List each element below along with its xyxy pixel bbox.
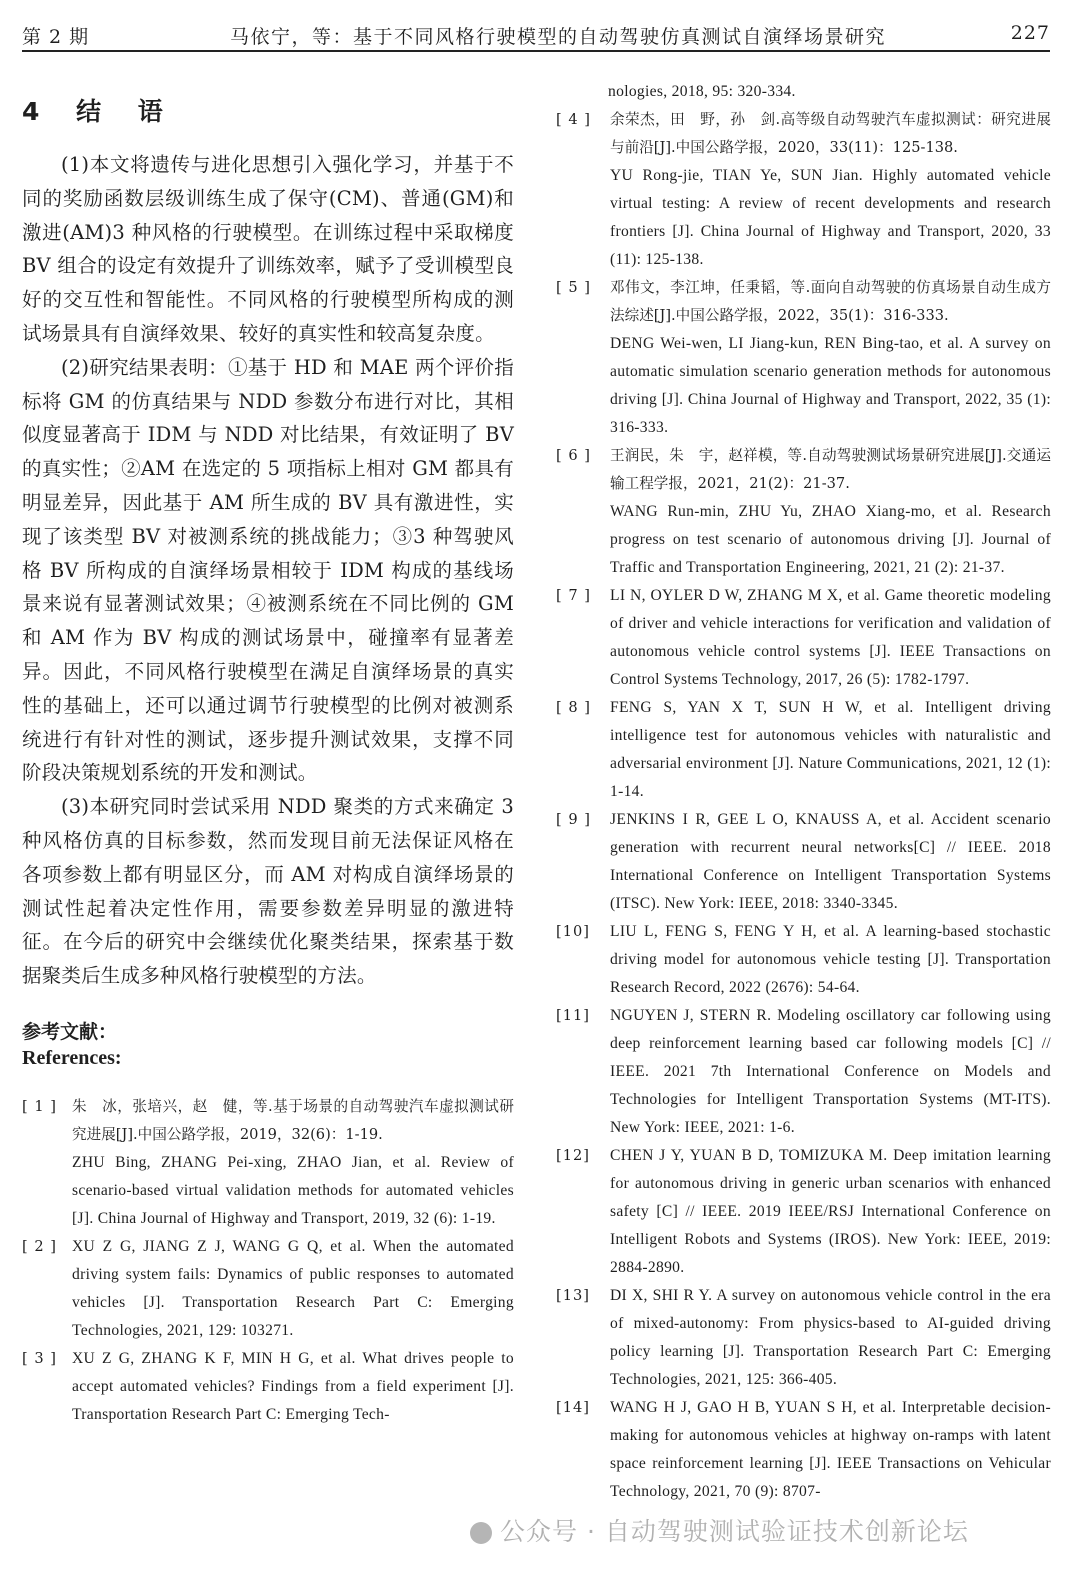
reference-text: XU Z G, ZHANG K F, MIN H G, et al. What drives people to accept automated vehicles? Findings from a field experiment [J]. Transportation Research Part C: Emerging Tech-	[72, 1349, 514, 1423]
reference-item	[556, 1002, 1051, 1142]
conclusion-paragraph-3: (3)本研究同时尝试采用 NDD 聚类的方式来确定 3 种风格仿真的目标参数，然而发现目前无法保证风格在各项参数上都有明显区分，而 AM 对构成自演绎场景的测试性起着决定性作用，需要参数差异明显的激进特征。在今后的研究中会继续优化聚类结果，探索基于数据聚类后生成多种风格行驶模型的方法。	[22, 795, 514, 988]
reference-text: 余荣杰，田 野，孙 剑.高等级自动驾驶汽车虚拟测试：研究进展与前沿[J].中国公路学报，2020，33(11)：125-138.	[610, 111, 1051, 156]
reference-number: [ 3 ]	[22, 1349, 57, 1367]
reference-item	[22, 1345, 514, 1429]
reference-number: [11]	[556, 1007, 590, 1024]
reference-number: [ 4 ]	[556, 111, 591, 128]
conclusion-paragraph-1: (1)本文将遗传与进化思想引入强化学习，并基于不同的奖励函数层级训练生成了保守(CM)、普通(GM)和激进(AM)3 种风格的行驶模型。在训练过程中采取梯度 BV 组合的设定有效提升了训练效率，赋予了受训模型良好的交互性和智能性。不同风格的行驶模型所构成的测试场景具有自演绎效果、较好的真实性和较高复杂度。	[22, 153, 514, 345]
reference-text: LI N, OYLER D W, ZHANG M X, et al. Game theoretic modeling of driver and vehicle interactions for verification and validation of autonomous vehicle control systems [J]. IEEE Transactions on Control Systems Technology, 2017, 26 (5): 1782-1797.	[610, 587, 1051, 688]
reference-item	[556, 274, 1051, 442]
watermark	[470, 1512, 1080, 1562]
watermark-text: 公众号 · 自动驾驶测试验证技术创新论坛	[500, 1517, 969, 1546]
reference-text: LIU L, FENG S, FENG Y H, et al. A learning-based stochastic driving model for autonomous vehicle testing [J]. Transportation Research Record, 2022 (2676): 54-64.	[610, 923, 1051, 996]
reference-item	[556, 694, 1051, 806]
reference-item	[556, 918, 1051, 1002]
reference-text: 王润民，朱 宇，赵祥模，等.自动驾驶测试场景研究进展[J].交通运输工程学报，2021，21(2)：21-37.	[610, 447, 1051, 492]
reference-text: WANG H J, GAO H B, YUAN S H, et al. Interpretable decision-making for autonomous vehicles at highway on-ramps with latent space reinforcement learning [J]. IEEE Transactions on Vehicular Technology, 2021, 70 (9): 8707-	[610, 1399, 1051, 1500]
reference-item	[556, 806, 1051, 918]
reference-item	[556, 1394, 1051, 1506]
page-header	[22, 18, 1050, 52]
reference-item	[556, 1142, 1051, 1282]
reference-text: 邓伟文，李江坤，任秉韬，等.面向自动驾驶的仿真场景自动生成方法综述[J].中国公路学报，2022，35(1)：316-333.	[610, 279, 1051, 324]
reference-text: DI X, SHI R Y. A survey on autonomous vehicle control in the era of mixed-autonomy: From physics-based to AI-guided driving policy learning [J]. Transportation Research Part C: Emerging Technologies, 2021, 125: 366-405.	[610, 1287, 1051, 1388]
references-heading-cn: 参考文献：	[22, 1020, 118, 1043]
reference-text: DENG Wei-wen, LI Jiang-kun, REN Bing-tao, et al. A survey on automatic simulation scenario generation methods for autonomous driving [J]. China Journal of Highway and Transport, 2022, 35 (1): 316-333.	[610, 335, 1051, 436]
reference-text: FENG S, YAN X T, SUN H W, et al. Intelligent driving intelligence test for autonomous vehicles with naturalistic and adversarial environment [J]. Nature Communications, 2021, 12 (1): 1-14.	[610, 699, 1051, 800]
reference-number: [ 2 ]	[22, 1237, 57, 1255]
wechat-icon	[470, 1522, 492, 1544]
page-number: 227	[1010, 22, 1050, 44]
left-column	[22, 92, 514, 1429]
reference-text: YU Rong-jie, TIAN Ye, SUN Jian. Highly automated vehicle virtual testing: A review of recent developments and research frontiers [J]. China Journal of Highway and Transport, 2020, 33 (11): 125-138.	[610, 167, 1051, 268]
reference-text: XU Z G, JIANG Z J, WANG G Q, et al. When the automated driving system fails: Dynamics of public responses to automated vehicles [J]. Transportation Research Part C: Emerging Technologies, 2021, 129: 103271.	[72, 1237, 514, 1339]
issue-label: 第 2 期	[22, 26, 90, 48]
reference-item	[556, 582, 1051, 694]
reference-item	[556, 442, 1051, 582]
references-heading-en: References:	[22, 1046, 122, 1069]
reference-item	[556, 1282, 1051, 1394]
conclusion-paragraph-2: (2)研究结果表明：①基于 HD 和 MAE 两个评价指标将 GM 的仿真结果与 NDD 参数分布进行对比，其相似度显著高于 IDM 与 NDD 对比结果，有效证明了 BV 的真实性；②AM 在选定的 5 项指标上相对 GM 都具有明显差异，因此基于 AM 所生成的 BV 具有激进性，实现了该类型 BV 对被测系统的挑战能力；③3 种驾驶风格 BV 所构成的自演绎场景相较于 IDM 构成的基线场景来说有显著测试效果；④被测系统在不同比例的 GM 和 AM 作为 BV 构成的测试场景中，碰撞率有显著差异。因此，不同风格行驶模型在满足自演绎场景的真实性的基础上，还可以通过调节行驶模型的比例对被测系统进行有针对性的测试，逐步提升测试效果，支撑不同阶段决策规划系统的开发和测试。	[22, 355, 514, 785]
reference-text: CHEN J Y, YUAN B D, TOMIZUKA M. Deep imitation learning for autonomous driving in generic urban scenarios with enhanced safety [C] // IEEE. 2019 IEEE/RSJ International Conference on Intelligent Robots and Systems (IROS). New York: IEEE, 2019: 2884-2890.	[610, 1147, 1051, 1276]
reference-text: NGUYEN J, STERN R. Modeling oscillatory car following using deep reinforcement learning based car following models [C] // IEEE. 2021 7th International Conference on Models and Technologies for Intelligent Transportation Systems (MT-ITS). New York: IEEE, 2021: 1-6.	[610, 1007, 1051, 1136]
reference-3-continuation: nologies, 2018, 95: 320-334.	[608, 83, 796, 100]
reference-list-left	[22, 1093, 514, 1429]
reference-item	[22, 1233, 514, 1345]
reference-number: [14]	[556, 1399, 590, 1416]
reference-text: WANG Run-min, ZHU Yu, ZHAO Xiang-mo, et al. Research progress on test scenario of autonomous driving [J]. Journal of Traffic and Transportation Engineering, 2021, 21 (2): 21-37.	[610, 503, 1051, 576]
reference-item	[556, 106, 1051, 274]
right-column	[556, 78, 1051, 1506]
reference-number: [ 8 ]	[556, 699, 591, 716]
reference-item	[22, 1093, 514, 1233]
section-title: 4 结 语	[22, 97, 177, 126]
reference-text: JENKINS I R, GEE L O, KNAUSS A, et al. Accident scenario generation with recurrent neural networks[C] // IEEE. 2018 International Conference on Intelligent Transportation Systems (ITSC). New York: IEEE, 2018: 3340-3345.	[610, 811, 1051, 912]
reference-number: [ 5 ]	[556, 279, 591, 296]
running-title: 马依宁，等：基于不同风格行驶模型的自动驾驶仿真测试自演绎场景研究	[230, 26, 887, 48]
reference-number: [10]	[556, 923, 590, 940]
reference-number: [13]	[556, 1287, 590, 1304]
reference-text: ZHU Bing, ZHANG Pei-xing, ZHAO Jian, et al. Review of scenario-based virtual validation methods for automated vehicles [J]. China Journal of Highway and Transport, 2019, 32 (6): 1-19.	[72, 1153, 514, 1227]
reference-number: [ 1 ]	[22, 1097, 57, 1115]
reference-list-right	[556, 106, 1051, 1506]
reference-number: [ 6 ]	[556, 447, 591, 464]
reference-number: [12]	[556, 1147, 590, 1164]
reference-number: [ 9 ]	[556, 811, 591, 828]
reference-number: [ 7 ]	[556, 587, 591, 604]
reference-text: 朱 冰，张培兴，赵 健，等.基于场景的自动驾驶汽车虚拟测试研究进展[J].中国公路学报，2019，32(6)：1-19.	[72, 1097, 514, 1143]
